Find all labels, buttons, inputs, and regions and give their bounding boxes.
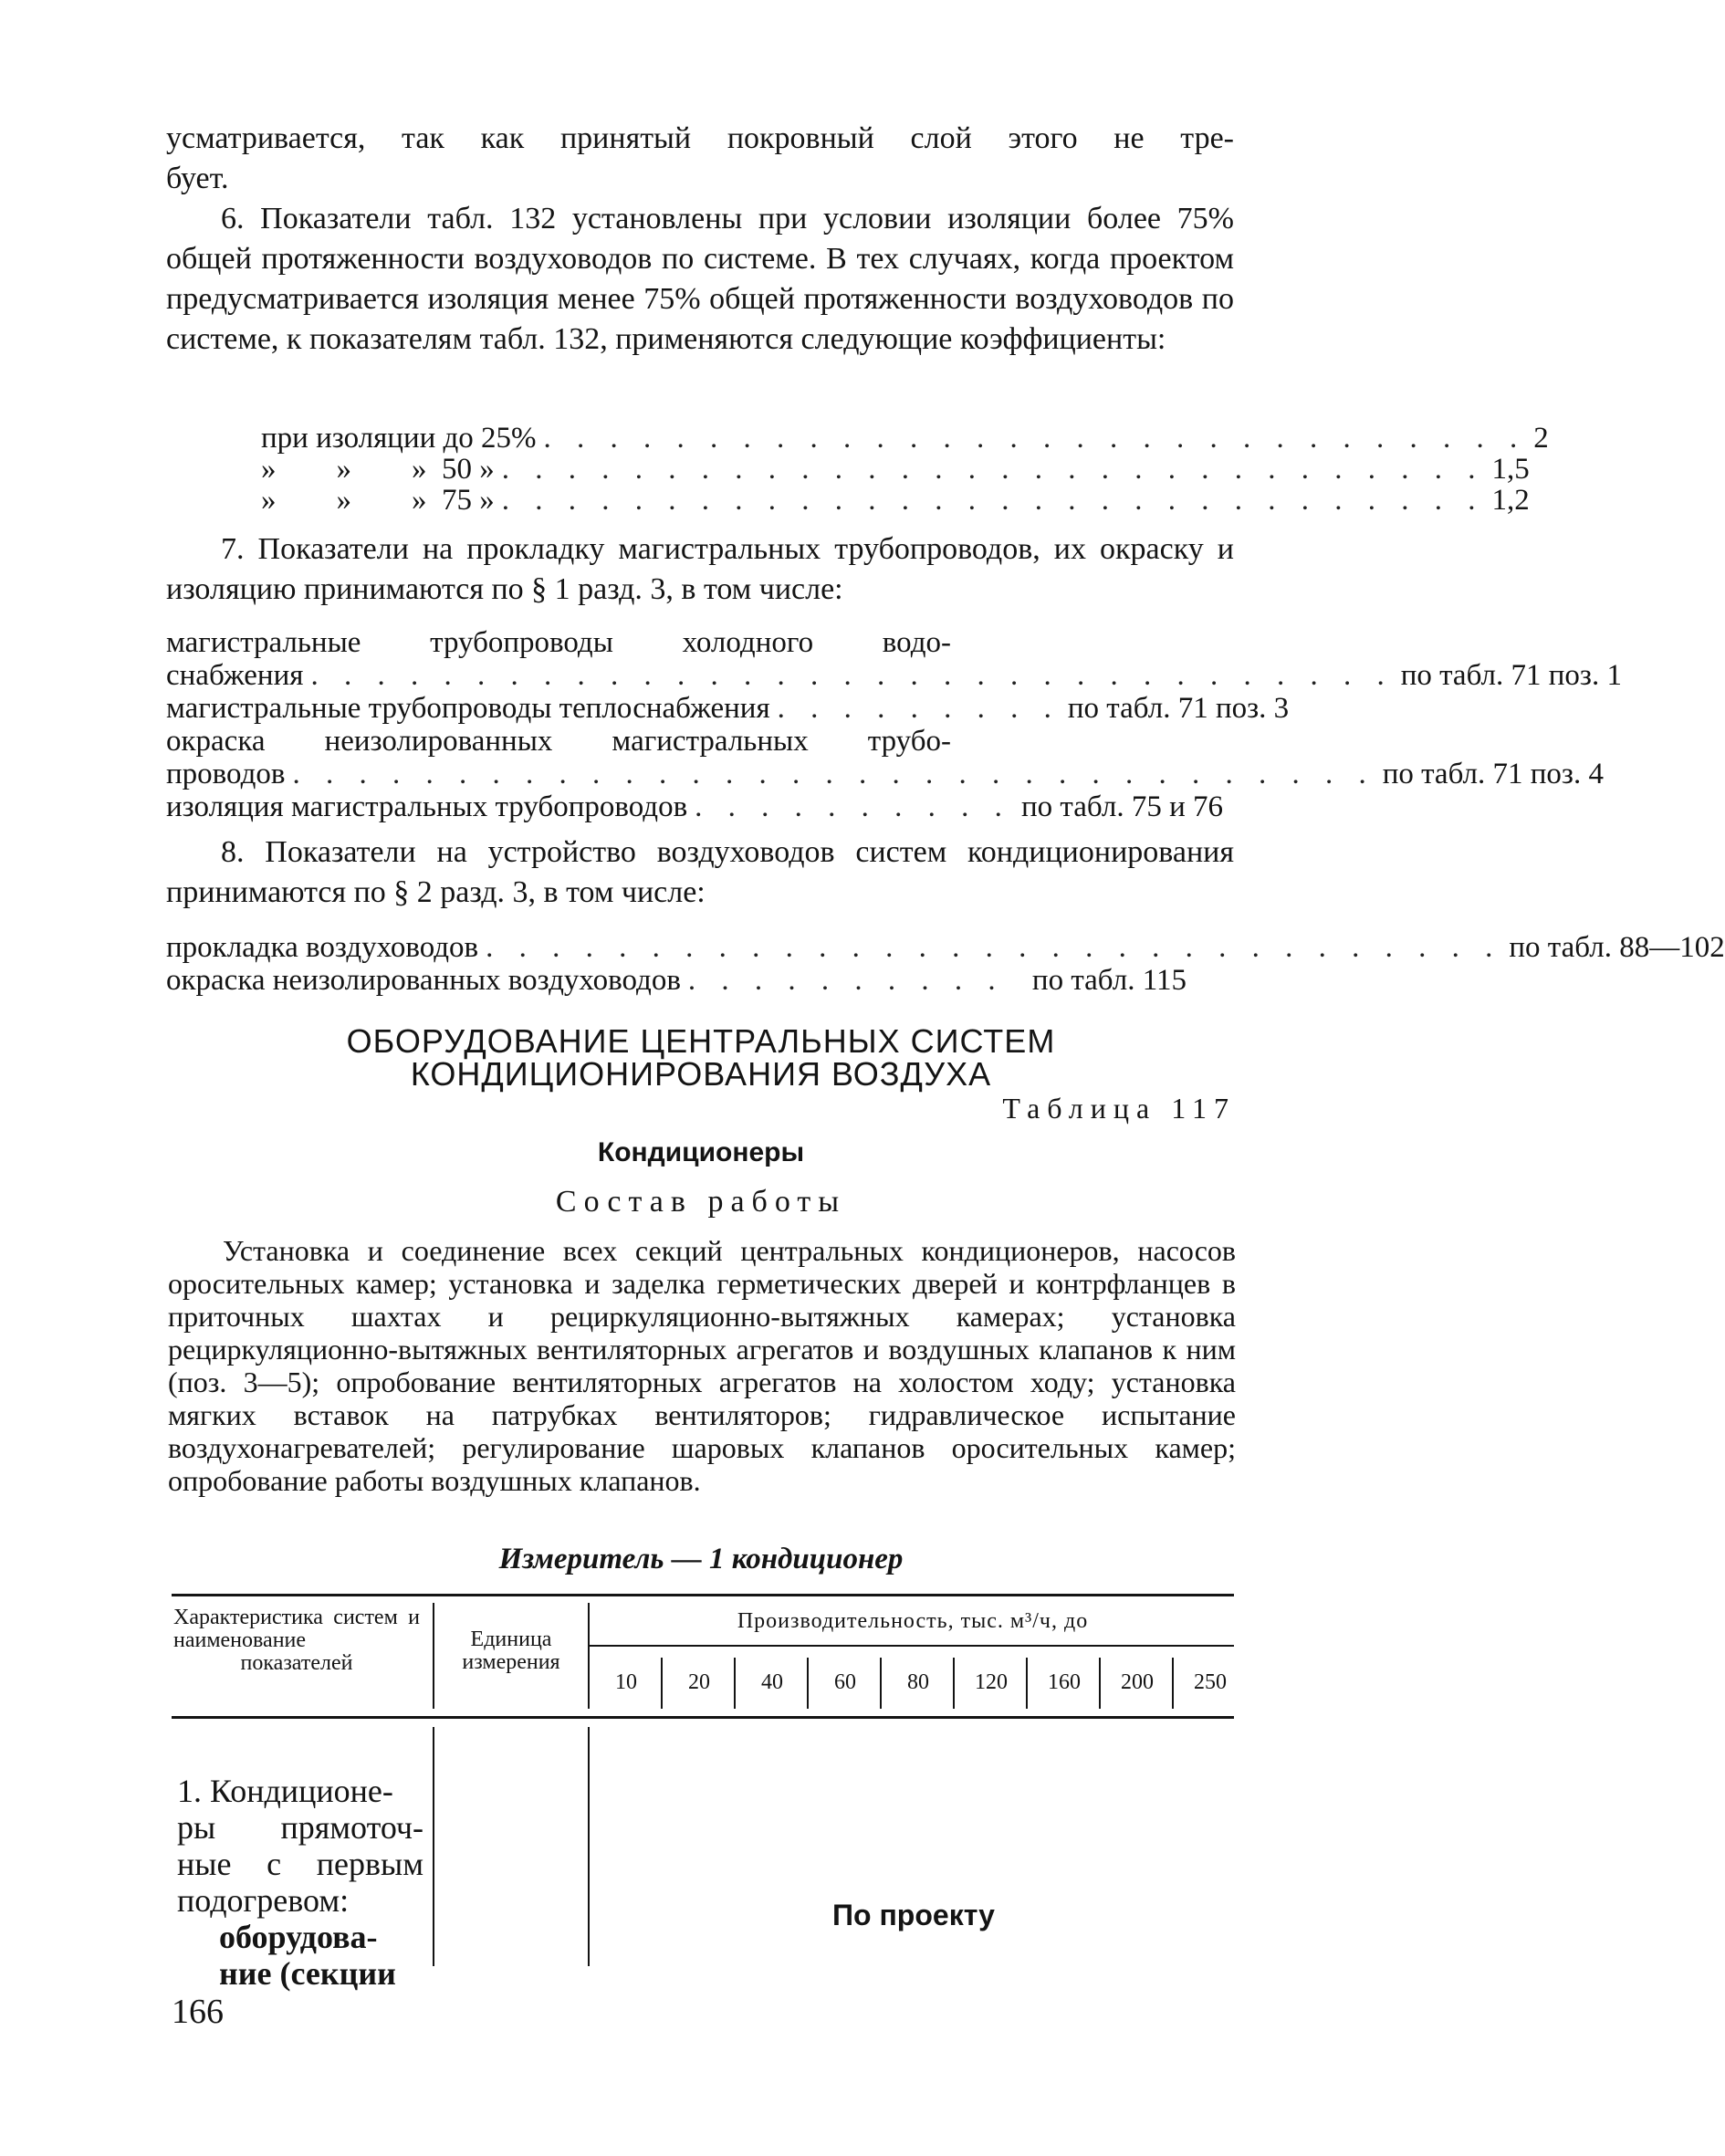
col-divider xyxy=(588,1727,590,1966)
work-composition-text: Установка и соединение всех секций центральных кондиционеров, насосов оросительных камер; установка и заделка герметических дверей и контрфланцев в приточных шахтах и рециркуляционно-вытяжных камерах; установка рециркуляционно-вытяжных вентиляторных агрегатов и воздушных клапанов к ним (поз. 3—5); опробование вентиляторных агрегатов на холостом ходу; установка мягких вставок на патрубках вентиляторов; гидравлическое испытание воздухонагревателей; регулирование шаровых клапанов оросительных камер; опробование работы воздушных клапанов. xyxy=(168,1234,1236,1497)
col-header-characteristic: Характеристика систем и наименование показателей xyxy=(173,1606,420,1675)
reference-value: по табл. 71 поз. 1 xyxy=(1400,659,1622,692)
item-6-paragraph: 6. Показатели табл. 132 установлены при условии изоляции более 75% общей протяженности воздуховодов по системе. В тех случаях, когда проектом предусматривается изоляция менее 75% общей протяженности воздуховодов по системе, к показателям табл. 132, применяются следующие коэффициенты: xyxy=(166,202,1234,356)
section-title-line-1: ОБОРУДОВАНИЕ ЦЕНТРАЛЬНЫХ СИСТЕМ xyxy=(346,1022,1056,1060)
table-subtitle: Кондиционеры xyxy=(597,1137,805,1167)
intro-paragraph xyxy=(166,119,1234,199)
coefficient-value: 2 xyxy=(1533,422,1549,455)
reference-label: снабжения xyxy=(166,659,304,692)
intro-line-2: бует. xyxy=(166,162,229,195)
ref-label-top: окраска неизолированных магистральных трубо- xyxy=(166,725,951,758)
table-row-label xyxy=(177,1773,423,1992)
table-label: Таблица 117 xyxy=(1002,1092,1236,1125)
leader-dots: . . . . . . . . . . . . . . . . . . . . . . . . . . . . . . . . . xyxy=(292,758,1375,790)
measure-unit: Измеритель — 1 кондиционер xyxy=(498,1543,904,1575)
row-line: 1. Кондиционе- xyxy=(177,1773,393,1809)
coefficient-row xyxy=(261,422,1549,455)
reference-row xyxy=(166,964,1187,997)
col-divider xyxy=(433,1727,434,1966)
reference-label: проводов xyxy=(166,758,286,790)
leader-dots: . . . . . . . . . . xyxy=(687,964,1005,997)
page-number: 166 xyxy=(172,1993,224,2031)
coefficient-label: » » » 50 » xyxy=(261,453,495,486)
reference-label: магистральные трубопроводы теплоснабжения xyxy=(166,692,770,725)
section-title-line-2: КОНДИЦИОНИРОВАНИЯ ВОЗДУХА xyxy=(410,1055,992,1093)
table-top-rule xyxy=(172,1594,1234,1596)
reference-value: по табл. 71 поз. 3 xyxy=(1067,692,1290,725)
leader-dots: . . . . . . . . . . . . . . . . . . . . . . . . . . . . . . . xyxy=(486,931,1502,964)
leader-dots: . . . . . . . . . . xyxy=(695,790,1011,823)
col-divider xyxy=(433,1603,434,1709)
capacity-header: 60 xyxy=(834,1670,856,1694)
reference-row xyxy=(166,931,1725,964)
col-divider xyxy=(661,1658,663,1709)
row-line: ры прямоточ- xyxy=(177,1809,423,1846)
col-divider xyxy=(588,1603,590,1709)
col-header-performance: Производительность, тыс. м³/ч, до xyxy=(737,1609,1089,1633)
leader-dots: . . . . . . . . . . . . . . . . . . . . . . . . . . . . . . xyxy=(501,453,1485,486)
capacity-header: 80 xyxy=(907,1670,929,1694)
col-divider xyxy=(953,1658,955,1709)
coefficient-label: » » » 75 » xyxy=(261,484,495,517)
reference-label: окраска неизолированных воздуховодов xyxy=(166,964,681,997)
reference-label: изоляция магистральных трубопроводов xyxy=(166,790,688,823)
header-bottom-rule xyxy=(172,1716,1234,1719)
coefficient-row xyxy=(261,484,1530,517)
reference-row xyxy=(166,790,1223,823)
col-divider xyxy=(1026,1658,1028,1709)
coefficient-row xyxy=(261,453,1530,486)
reference-value: по табл. 115 xyxy=(1031,964,1187,997)
capacity-header: 20 xyxy=(688,1670,710,1694)
item-7-paragraph: 7. Показатели на прокладку магистральных трубопроводов, их окраску и изоляцию принимаются по § 1 разд. 3, в том числе: xyxy=(166,532,1234,606)
row-line: подогревом: xyxy=(177,1882,350,1919)
leader-dots: . . . . . . . . . . . . . . . . . . . . . . . . . . . . . . xyxy=(543,422,1527,455)
col-divider xyxy=(880,1658,882,1709)
reference-value: по табл. 88—102 xyxy=(1509,931,1725,964)
capacity-header: 160 xyxy=(1048,1670,1081,1694)
coefficient-label: при изоляции до 25% xyxy=(261,422,537,455)
leader-dots: . . . . . . . . . xyxy=(777,692,1061,725)
row-line: ние (секции xyxy=(219,1955,396,1992)
item-8-paragraph: 8. Показатели на устройство воздуховодов систем кондиционирования принимаются по § 2 разд. 3, в том числе: xyxy=(166,835,1234,909)
col-header-unit: Единица измерения xyxy=(462,1627,560,1674)
coefficient-value: 1,2 xyxy=(1491,484,1530,517)
row-line: оборудова- xyxy=(219,1919,378,1955)
col-divider xyxy=(1099,1658,1101,1709)
row-line: ные с первым xyxy=(177,1846,423,1882)
coefficient-value: 1,5 xyxy=(1491,453,1530,486)
intro-line-1: усматривается, так как принятый покровный слой этого не тре- xyxy=(166,121,1234,155)
capacity-header: 250 xyxy=(1194,1670,1227,1694)
work-composition-title: Состав работы xyxy=(555,1185,847,1219)
perf-header-rule xyxy=(590,1645,1234,1647)
leader-dots: . . . . . . . . . . . . . . . . . . . . . . . . . . . . . . . . . xyxy=(310,659,1394,692)
capacity-header: 40 xyxy=(761,1670,783,1694)
table-cell-value: По проекту xyxy=(832,1899,995,1931)
reference-label: прокладка воздуховодов xyxy=(166,931,479,964)
reference-row xyxy=(166,758,1604,790)
capacity-header: 10 xyxy=(615,1670,637,1694)
ref-label-top: магистральные трубопроводы холодного водо- xyxy=(166,626,951,659)
col-divider xyxy=(1172,1658,1174,1709)
reference-value: по табл. 71 поз. 4 xyxy=(1382,758,1604,790)
reference-value: по табл. 75 и 76 xyxy=(1021,790,1223,823)
leader-dots: . . . . . . . . . . . . . . . . . . . . . . . . . . . . . . xyxy=(501,484,1485,517)
col-divider xyxy=(807,1658,809,1709)
col-divider xyxy=(734,1658,736,1709)
capacity-header: 200 xyxy=(1121,1670,1154,1694)
reference-row xyxy=(166,659,1622,692)
capacity-header: 120 xyxy=(975,1670,1008,1694)
reference-row xyxy=(166,692,1290,725)
